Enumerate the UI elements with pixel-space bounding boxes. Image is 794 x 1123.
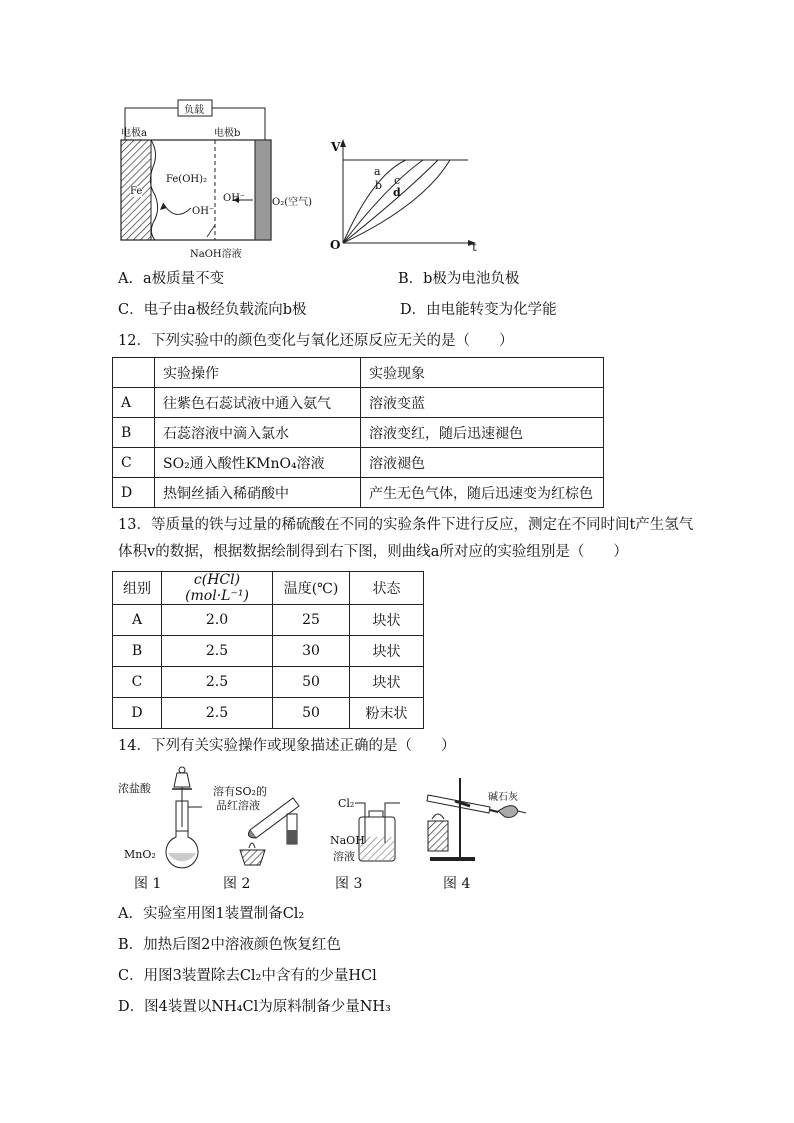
fig2-label: 图 2 xyxy=(223,876,251,892)
table-header: c(HCl)(mol·L⁻¹) xyxy=(162,572,273,605)
table-cell: 2.5 xyxy=(162,667,273,698)
q14-option-c: C．用图3装置除去Cl₂中含有的少量HCl xyxy=(118,968,377,984)
table-header: 实验操作 xyxy=(155,358,361,388)
table-cell: A xyxy=(113,388,155,418)
table-row xyxy=(113,572,424,605)
q14-option-a: A．实验室用图1装置制备Cl₂ xyxy=(118,906,305,922)
table-cell: 50 xyxy=(273,698,350,729)
fe-label: Fe xyxy=(130,186,143,197)
o2-label: O₂(空气) xyxy=(272,197,313,208)
table-cell: D xyxy=(113,478,155,508)
table-row xyxy=(113,478,604,508)
fig1-label: 图 1 xyxy=(134,876,162,892)
t-axis-label: t xyxy=(472,240,477,254)
table-cell: A xyxy=(113,605,162,636)
q11-option-d: D．由电能转变为化学能 xyxy=(400,302,557,318)
vt-graph xyxy=(328,135,478,260)
fig3-gas-text: Cl₂ xyxy=(338,797,355,810)
oh-right-label: OH⁻ xyxy=(223,193,246,204)
table-cell: D xyxy=(113,698,162,729)
electrode-b-label: 电极b xyxy=(214,128,241,139)
table-row xyxy=(113,358,604,388)
table-cell: 溶液变蓝 xyxy=(361,388,604,418)
fig3-text-line2: 溶液 xyxy=(333,850,355,863)
table-row xyxy=(113,667,424,698)
curve-label-a: a xyxy=(374,165,381,178)
table-row xyxy=(113,448,604,478)
figure-1-apparatus xyxy=(160,765,205,870)
electrode-a-label: 电极a xyxy=(121,128,147,139)
electrode-b xyxy=(255,140,271,240)
table-header: 实验现象 xyxy=(361,358,604,388)
figure-3-apparatus xyxy=(355,795,405,865)
table-cell: B xyxy=(113,418,155,448)
table-header: 组别 xyxy=(113,572,162,605)
table-cell: 往紫色石蕊试液中通入氨气 xyxy=(155,388,361,418)
origin-label: O xyxy=(330,238,341,252)
table-row xyxy=(113,418,604,448)
table-cell: 2.5 xyxy=(162,698,273,729)
battery-figure xyxy=(115,95,330,270)
oh-left-label: OH⁻ xyxy=(192,206,215,217)
feoh2-label: Fe(OH)₂ xyxy=(166,174,208,185)
table-cell: 块状 xyxy=(350,605,424,636)
table-row xyxy=(113,388,604,418)
table-cell: C xyxy=(113,448,155,478)
q12-stem: 12．下列实验中的颜色变化与氧化还原反应无关的是（ ） xyxy=(118,333,514,349)
q14-option-d: D．图4装置以NH₄Cl为原料制备少量NH₃ xyxy=(118,999,391,1015)
table-cell: 产生无色气体，随后迅速变为红棕色 xyxy=(361,478,604,508)
fig4-text: 碱石灰 xyxy=(488,792,518,803)
table-cell: 粉末状 xyxy=(350,698,424,729)
table-cell: 块状 xyxy=(350,667,424,698)
table-cell: 块状 xyxy=(350,636,424,667)
curve-label-b: b xyxy=(375,179,383,192)
v-axis-label: V xyxy=(331,140,341,154)
table-cell: 2.0 xyxy=(162,605,273,636)
q12-table xyxy=(112,357,604,508)
curve-b xyxy=(343,160,423,243)
fig2-text-line1: 溶有SO₂的 xyxy=(213,785,267,798)
table-cell: C xyxy=(113,667,162,698)
curve-label-c: c xyxy=(394,174,401,187)
load-label: 负载 xyxy=(184,105,204,116)
q11-option-a: A．a极质量不变 xyxy=(118,271,225,287)
q13-stem-line1: 13．等质量的铁与过量的稀硫酸在不同的实验条件下进行反应，测定在不同时间t产生氢气 xyxy=(118,517,694,533)
table-row xyxy=(113,698,424,729)
fig3-text-line1: NaOH xyxy=(330,834,365,847)
table-row xyxy=(113,636,424,667)
q11-option-b: B．b极为电池负极 xyxy=(398,271,520,287)
curve-c xyxy=(343,160,438,243)
q13-stem-line2: 体积v的数据，根据数据绘制得到右下图，则曲线a所对应的实验组别是（ ） xyxy=(118,544,628,560)
q13-table xyxy=(112,571,424,729)
table-cell: 热铜丝插入稀硝酸中 xyxy=(155,478,361,508)
table-cell xyxy=(113,358,155,388)
table-cell: 溶液褪色 xyxy=(361,448,604,478)
fig3-label: 图 3 xyxy=(335,876,363,892)
fig2-text-line2: 品红溶液 xyxy=(216,799,260,812)
table-cell: 30 xyxy=(273,636,350,667)
fig1-bottom-text: MnO₂ xyxy=(124,848,156,861)
table-header: 状态 xyxy=(350,572,424,605)
solution-label: NaOH溶液 xyxy=(190,249,242,260)
fig1-top-text: 浓盐酸 xyxy=(118,782,151,795)
q14-stem: 14．下列有关实验操作或现象描述正确的是（ ） xyxy=(118,738,456,754)
table-cell: 石蕊溶液中滴入氯水 xyxy=(155,418,361,448)
table-cell: 溶液变红，随后迅速褪色 xyxy=(361,418,604,448)
table-cell: 2.5 xyxy=(162,636,273,667)
table-cell: SO₂通入酸性KMnO₄溶液 xyxy=(155,448,361,478)
table-cell: 25 xyxy=(273,605,350,636)
fig4-label: 图 4 xyxy=(443,876,471,892)
table-row xyxy=(113,605,424,636)
table-header: 温度(℃) xyxy=(273,572,350,605)
q11-option-c: C．电子由a极经负载流向b极 xyxy=(118,302,307,318)
table-cell: B xyxy=(113,636,162,667)
curve-label-d: d xyxy=(393,186,401,199)
q14-option-b: B．加热后图2中溶液颜色恢复红色 xyxy=(118,937,341,953)
table-cell: 50 xyxy=(273,667,350,698)
